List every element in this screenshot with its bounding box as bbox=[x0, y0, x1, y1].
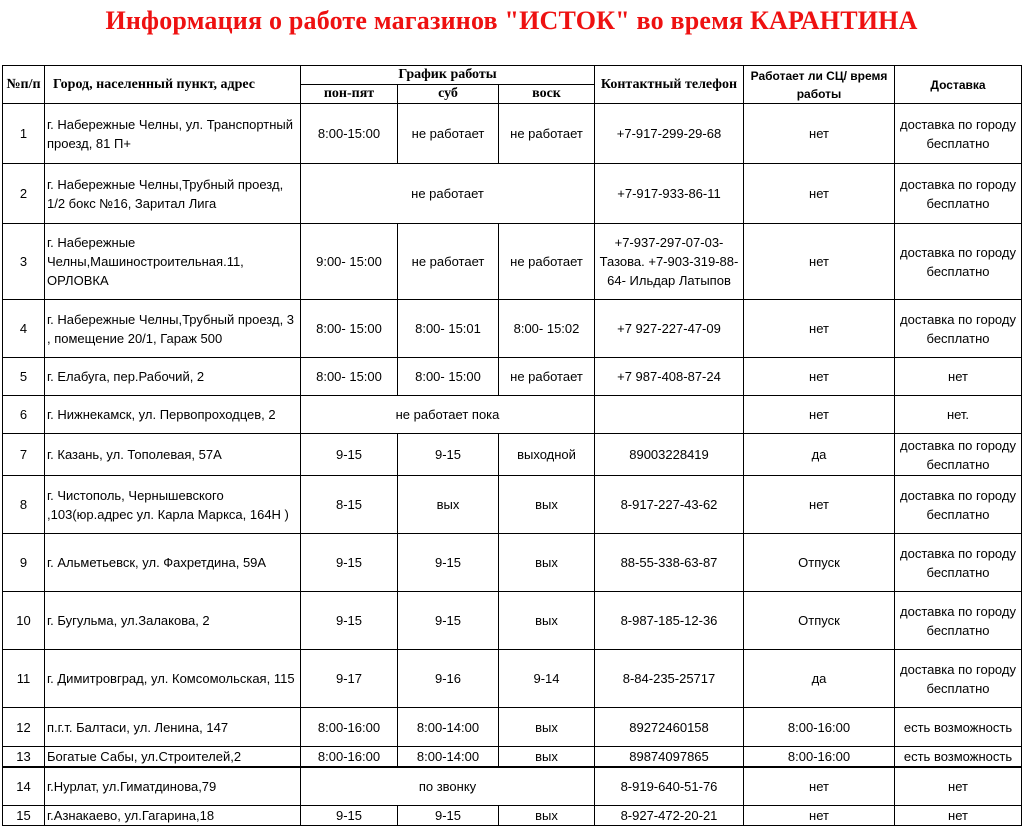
weekdays-cell: 8-15 bbox=[301, 476, 398, 534]
delivery-cell: доставка по городу бесплатно bbox=[895, 592, 1022, 650]
weekdays-cell: 9-17 bbox=[301, 650, 398, 708]
table-row bbox=[3, 534, 1022, 592]
address-cell: г. Набережные Челны, ул. Транспортный проезд, 81 П+ bbox=[45, 104, 301, 164]
service-center-cell: нет bbox=[744, 396, 895, 434]
delivery-cell: есть возможность bbox=[895, 747, 1022, 768]
address-cell: г. Набережные Челны,Машиностроительная.11, ОРЛОВКА bbox=[45, 224, 301, 300]
phone-cell: 89874097865 bbox=[595, 747, 744, 768]
row-number-cell: 13 bbox=[3, 747, 45, 768]
schedule-merged-cell: не работает bbox=[301, 164, 595, 224]
service-center-cell: да bbox=[744, 650, 895, 708]
weekdays-cell: 9-15 bbox=[301, 534, 398, 592]
header-sunday: воск bbox=[499, 85, 595, 104]
table-row bbox=[3, 592, 1022, 650]
schedule-merged-cell: не работает пока bbox=[301, 396, 595, 434]
delivery-cell: нет. bbox=[895, 396, 1022, 434]
service-center-cell: нет bbox=[744, 358, 895, 396]
weekdays-cell: 8:00- 15:00 bbox=[301, 358, 398, 396]
address-cell: г.Нурлат, ул.Гиматдинова,79 bbox=[45, 767, 301, 805]
service-center-cell: 8:00-16:00 bbox=[744, 747, 895, 768]
row-number-cell: 12 bbox=[3, 708, 45, 747]
sunday-cell: 9-14 bbox=[499, 650, 595, 708]
address-cell: г. Набережные Челны,Трубный проезд, 3 , помещение 20/1, Гараж 500 bbox=[45, 300, 301, 358]
weekdays-cell: 8:00-16:00 bbox=[301, 708, 398, 747]
service-center-cell: Отпуск bbox=[744, 592, 895, 650]
header-weekdays: пон-пят bbox=[301, 85, 398, 104]
phone-cell: 8-917-227-43-62 bbox=[595, 476, 744, 534]
phone-cell: +7-917-299-29-68 bbox=[595, 104, 744, 164]
phone-cell: 89003228419 bbox=[595, 434, 744, 476]
sunday-cell: не работает bbox=[499, 104, 595, 164]
sunday-cell: не работает bbox=[499, 224, 595, 300]
schedule-merged-cell: по звонку bbox=[301, 767, 595, 805]
header-service-center: Работает ли СЦ/ время работы bbox=[744, 66, 895, 104]
table-row bbox=[3, 358, 1022, 396]
address-cell: г. Казань, ул. Тополевая, 57А bbox=[45, 434, 301, 476]
weekdays-cell: 9-15 bbox=[301, 805, 398, 825]
saturday-cell: 9-15 bbox=[398, 534, 499, 592]
row-number-cell: 11 bbox=[3, 650, 45, 708]
row-number-cell: 4 bbox=[3, 300, 45, 358]
phone-cell: +7-917-933-86-11 bbox=[595, 164, 744, 224]
saturday-cell: 9-15 bbox=[398, 592, 499, 650]
sunday-cell: вых bbox=[499, 805, 595, 825]
header-number: №п/п bbox=[3, 66, 45, 104]
table-row bbox=[3, 396, 1022, 434]
row-number-cell: 1 bbox=[3, 104, 45, 164]
service-center-cell: нет bbox=[744, 476, 895, 534]
delivery-cell: нет bbox=[895, 358, 1022, 396]
row-number-cell: 2 bbox=[3, 164, 45, 224]
table-row bbox=[3, 708, 1022, 747]
page-title: Информация о работе магазинов "ИСТОК" во время КАРАНТИНА bbox=[105, 6, 918, 35]
table-row bbox=[3, 767, 1022, 805]
row-number-cell: 15 bbox=[3, 805, 45, 825]
table-row bbox=[3, 476, 1022, 534]
delivery-cell: доставка по городу бесплатно bbox=[895, 224, 1022, 300]
address-cell: г. Альметьевск, ул. Фахретдина, 59А bbox=[45, 534, 301, 592]
address-cell: г. Бугульма, ул.Залакова, 2 bbox=[45, 592, 301, 650]
row-number-cell: 3 bbox=[3, 224, 45, 300]
delivery-cell: доставка по городу бесплатно bbox=[895, 650, 1022, 708]
row-number-cell: 10 bbox=[3, 592, 45, 650]
phone-cell: +7 927-227-47-09 bbox=[595, 300, 744, 358]
header-delivery: Доставка bbox=[895, 66, 1022, 104]
stores-table bbox=[2, 65, 1022, 826]
service-center-cell: нет bbox=[744, 224, 895, 300]
weekdays-cell: 9-15 bbox=[301, 434, 398, 476]
delivery-cell: нет bbox=[895, 805, 1022, 825]
phone-cell: 8-987-185-12-36 bbox=[595, 592, 744, 650]
delivery-cell: есть возможность bbox=[895, 708, 1022, 747]
saturday-cell: 8:00- 15:00 bbox=[398, 358, 499, 396]
phone-cell: 8-84-235-25717 bbox=[595, 650, 744, 708]
phone-cell bbox=[595, 396, 744, 434]
table-row bbox=[3, 224, 1022, 300]
saturday-cell: 9-16 bbox=[398, 650, 499, 708]
table-row bbox=[3, 805, 1022, 825]
weekdays-cell: 8:00- 15:00 bbox=[301, 300, 398, 358]
phone-cell: 8-927-472-20-21 bbox=[595, 805, 744, 825]
service-center-cell: нет bbox=[744, 300, 895, 358]
address-cell: п.г.т. Балтаси, ул. Ленина, 147 bbox=[45, 708, 301, 747]
saturday-cell: 8:00-14:00 bbox=[398, 747, 499, 768]
address-cell: Богатые Сабы, ул.Строителей,2 bbox=[45, 747, 301, 768]
header-phone: Контактный телефон bbox=[595, 66, 744, 104]
sunday-cell: вых bbox=[499, 747, 595, 768]
delivery-cell: нет bbox=[895, 767, 1022, 805]
delivery-cell: доставка по городу бесплатно bbox=[895, 164, 1022, 224]
phone-cell: +7-937-297-07-03-Тазова. +7-903-319-88-64- Ильдар Латыпов bbox=[595, 224, 744, 300]
sunday-cell: вых bbox=[499, 476, 595, 534]
saturday-cell: не работает bbox=[398, 104, 499, 164]
weekdays-cell: 8:00-16:00 bbox=[301, 747, 398, 768]
delivery-cell: доставка по городу бесплатно bbox=[895, 104, 1022, 164]
delivery-cell: доставка по городу бесплатно bbox=[895, 434, 1022, 476]
address-cell: г. Чистополь, Чернышевского ,103(юр.адрес ул. Карла Маркса, 164Н ) bbox=[45, 476, 301, 534]
weekdays-cell: 9-15 bbox=[301, 592, 398, 650]
weekdays-cell: 9:00- 15:00 bbox=[301, 224, 398, 300]
row-number-cell: 5 bbox=[3, 358, 45, 396]
row-number-cell: 7 bbox=[3, 434, 45, 476]
row-number-cell: 6 bbox=[3, 396, 45, 434]
delivery-cell: доставка по городу бесплатно bbox=[895, 476, 1022, 534]
sunday-cell: вых bbox=[499, 708, 595, 747]
weekdays-cell: 8:00-15:00 bbox=[301, 104, 398, 164]
delivery-cell: доставка по городу бесплатно bbox=[895, 300, 1022, 358]
phone-cell: 8-919-640-51-76 bbox=[595, 767, 744, 805]
table-row bbox=[3, 104, 1022, 164]
table-row bbox=[3, 300, 1022, 358]
table-row bbox=[3, 650, 1022, 708]
address-cell: г. Димитровград, ул. Комсомольская, 115 bbox=[45, 650, 301, 708]
saturday-cell: 9-15 bbox=[398, 434, 499, 476]
header-saturday: суб bbox=[398, 85, 499, 104]
sunday-cell: вых bbox=[499, 534, 595, 592]
service-center-cell: нет bbox=[744, 164, 895, 224]
service-center-cell: да bbox=[744, 434, 895, 476]
service-center-cell: Отпуск bbox=[744, 534, 895, 592]
delivery-cell: доставка по городу бесплатно bbox=[895, 534, 1022, 592]
phone-cell: 88-55-338-63-87 bbox=[595, 534, 744, 592]
saturday-cell: 8:00-14:00 bbox=[398, 708, 499, 747]
address-cell: г. Елабуга, пер.Рабочий, 2 bbox=[45, 358, 301, 396]
row-number-cell: 9 bbox=[3, 534, 45, 592]
table-row bbox=[3, 747, 1022, 768]
sunday-cell: вых bbox=[499, 592, 595, 650]
saturday-cell: 8:00- 15:01 bbox=[398, 300, 499, 358]
row-number-cell: 8 bbox=[3, 476, 45, 534]
table-row bbox=[3, 434, 1022, 476]
saturday-cell: не работает bbox=[398, 224, 499, 300]
table-row bbox=[3, 164, 1022, 224]
address-cell: г. Набережные Челны,Трубный проезд, 1/2 бокс №16, Заритал Лига bbox=[45, 164, 301, 224]
sunday-cell: 8:00- 15:02 bbox=[499, 300, 595, 358]
phone-cell: 89272460158 bbox=[595, 708, 744, 747]
header-address: Город, населенный пункт, адрес bbox=[45, 66, 301, 104]
row-number-cell: 14 bbox=[3, 767, 45, 805]
phone-cell: +7 987-408-87-24 bbox=[595, 358, 744, 396]
address-cell: г.Азнакаево, ул.Гагарина,18 bbox=[45, 805, 301, 825]
service-center-cell: 8:00-16:00 bbox=[744, 708, 895, 747]
saturday-cell: 9-15 bbox=[398, 805, 499, 825]
sunday-cell: не работает bbox=[499, 358, 595, 396]
address-cell: г. Нижнекамск, ул. Первопроходцев, 2 bbox=[45, 396, 301, 434]
service-center-cell: нет bbox=[744, 104, 895, 164]
service-center-cell: нет bbox=[744, 805, 895, 825]
sunday-cell: выходной bbox=[499, 434, 595, 476]
header-schedule: График работы bbox=[301, 66, 595, 85]
saturday-cell: вых bbox=[398, 476, 499, 534]
service-center-cell: нет bbox=[744, 767, 895, 805]
